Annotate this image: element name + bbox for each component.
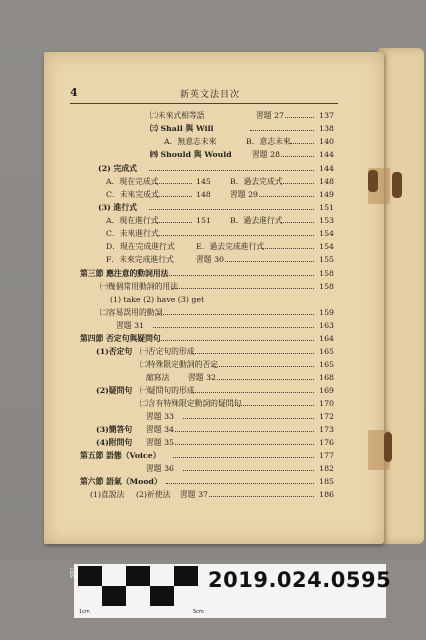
leader-dots (212, 366, 314, 367)
toc-label: (2) 完成式 (98, 164, 137, 173)
stain-mark (384, 432, 392, 462)
toc-label: ㈡未來式相等語 (150, 111, 205, 120)
toc-label: 縮寫法 (146, 373, 170, 382)
toc-page-number: 170 (319, 399, 334, 408)
toc-exercise: 習題 37 (180, 490, 208, 499)
toc-page-number: 158 (319, 282, 334, 291)
page-number: 4 (70, 86, 78, 99)
leader-dots (172, 288, 314, 289)
leader-dots (175, 444, 314, 445)
leader-dots (281, 183, 314, 184)
toc-page-number: 185 (319, 477, 334, 486)
toc-page-number: 169 (319, 386, 334, 395)
toc-page-number: 138 (319, 124, 334, 133)
toc-page-number: 137 (319, 111, 334, 120)
leader-dots (250, 130, 314, 131)
toc-label: (2)疑問句 (96, 386, 133, 395)
toc-page-number: 165 (319, 347, 334, 356)
scale-left-label: 1cm (79, 609, 90, 615)
toc-exercise: 習題 30 (196, 255, 224, 264)
toc-label: 第五節 語態（Voice） (80, 451, 161, 460)
toc-entry (0, 489, 334, 501)
toc-label: 第三節 應注意的動詞用法 (80, 269, 169, 278)
toc-label: C．未來進行式 (106, 229, 159, 238)
toc-label: ㈢ Shall 與 Will (150, 124, 214, 133)
toc-label: F．未來完成進行式 (106, 255, 174, 264)
stain-mark (368, 170, 378, 192)
leader-dots (281, 222, 314, 223)
leader-dots (225, 261, 314, 262)
leader-dots (158, 314, 314, 315)
toc-label: (1)直說法 (90, 490, 125, 499)
toc-label: A．現在完成式 (106, 177, 159, 186)
toc-entry (0, 450, 334, 462)
toc-sublabel: (2)祈使法 (136, 490, 171, 499)
leader-dots (233, 405, 314, 406)
leader-dots (155, 183, 192, 184)
toc-label: 習題 31 (116, 321, 144, 330)
leader-dots (261, 248, 314, 249)
toc-label: D．現在完成進行式 (106, 242, 175, 251)
toc-label: 第四節 否定句與疑問句 (80, 334, 161, 343)
scale-right-label: 5cm (193, 609, 204, 615)
toc-page-number: 140 (319, 137, 334, 146)
catalog-id: 2019.024.0595 (208, 568, 392, 592)
toc-label: A．現在進行式 (106, 216, 159, 225)
toc-label: (1) take (2) have (3) get (110, 295, 205, 304)
toc-page-number: 154 (319, 242, 334, 251)
toc-sublabel: ㈠疑問句的形成 (140, 386, 195, 395)
toc-mid-page: 148 (196, 190, 211, 199)
toc-exercise: 習題 29 (230, 190, 258, 199)
leader-dots (157, 235, 314, 236)
leader-dots (173, 457, 314, 458)
toc-entry (0, 110, 334, 122)
toc-entry (0, 202, 334, 214)
leader-dots (191, 392, 314, 393)
leader-dots (159, 340, 314, 341)
toc-entry (0, 372, 334, 384)
toc-entry (0, 189, 334, 201)
stain-mark (392, 172, 402, 198)
toc-mid-label: B．過去進行式 (230, 216, 283, 225)
toc-entry (0, 241, 334, 253)
leader-dots (191, 353, 314, 354)
toc-page-number: 159 (319, 308, 334, 317)
toc-label: (1)否定句 (96, 347, 133, 356)
toc-entry (0, 398, 334, 410)
toc-entry (0, 463, 334, 475)
toc-page-number: 186 (319, 490, 334, 499)
toc-mid-label: B．意志未來 (246, 137, 291, 146)
toc-entry (0, 320, 334, 332)
leader-dots (285, 117, 314, 118)
toc-entry (0, 333, 334, 345)
toc-entry (0, 476, 334, 488)
leader-dots (149, 170, 314, 171)
toc-entry (0, 385, 334, 397)
leader-dots (281, 156, 314, 157)
toc-entry (0, 136, 334, 148)
leader-dots (209, 496, 314, 497)
toc-page-number: 155 (319, 255, 334, 264)
page-header (70, 86, 338, 102)
toc-page-number: 165 (319, 360, 334, 369)
toc-entry (0, 437, 334, 449)
toc-mid-page: 145 (196, 177, 211, 186)
page-title: 新英文法目次 (180, 90, 241, 100)
toc-page-number: 144 (319, 150, 334, 159)
toc-label: 習題 33 (146, 412, 174, 421)
toc-page-number: 151 (319, 203, 334, 212)
leader-dots (183, 418, 314, 419)
leader-dots (155, 196, 192, 197)
leader-dots (217, 379, 314, 380)
toc-page-number: 153 (319, 216, 334, 225)
toc-page-number: 182 (319, 464, 334, 473)
toc-entry (0, 176, 334, 188)
leader-dots (153, 327, 314, 328)
toc-page-number: 176 (319, 438, 334, 447)
toc-entry (0, 346, 334, 358)
toc-entry (0, 294, 334, 306)
toc-entry (0, 424, 334, 436)
side-label: CIDS (69, 568, 74, 578)
toc-exercise: 習題 27 (256, 111, 284, 120)
leader-dots (183, 470, 314, 471)
toc-entry (0, 411, 334, 423)
leader-dots (259, 196, 314, 197)
toc-mid-page: 151 (196, 216, 211, 225)
toc-mid-label: E．過去完成進行式 (196, 242, 265, 251)
toc-entry (0, 228, 334, 240)
toc-page-number: 173 (319, 425, 334, 434)
toc-label: (4)附問句 (96, 438, 133, 447)
toc-page-number: 149 (319, 190, 334, 199)
toc-entry (0, 163, 334, 175)
leader-dots (175, 431, 314, 432)
toc-label: ㈡特殊限定動詞的否定 (140, 360, 218, 369)
toc-page-number: 144 (319, 164, 334, 173)
toc-page-number: 154 (319, 229, 334, 238)
scale-bar (78, 566, 202, 608)
toc-entry (0, 215, 334, 227)
header-rule (70, 103, 338, 104)
leader-dots (149, 209, 314, 210)
toc-label: 習題 36 (146, 464, 174, 473)
toc-page-number: 172 (319, 412, 334, 421)
toc-page-number: 177 (319, 451, 334, 460)
toc-label: (3)簡答句 (96, 425, 133, 434)
leader-dots (155, 222, 192, 223)
toc-label: 第六節 語氣（Mood） (80, 477, 162, 486)
toc-label: ㈡容易誤用的動詞 (100, 308, 163, 317)
toc-label: ㈡含有特殊限定動詞的疑問句 (140, 399, 242, 408)
toc-exercise: 習題 28 (252, 150, 280, 159)
toc-page-number: 164 (319, 334, 334, 343)
toc-entry (0, 268, 334, 280)
toc-label: ㈣ Should 與 Would (150, 150, 232, 159)
leader-dots (166, 275, 314, 276)
toc-sublabel: ㈠否定句的形成 (140, 347, 195, 356)
toc-label: A．無意志未來 (164, 137, 217, 146)
toc-entry (0, 359, 334, 371)
toc-entry (0, 281, 334, 293)
toc-label: C．未來完成式 (106, 190, 159, 199)
toc-entry (0, 123, 334, 135)
toc-entry (0, 307, 334, 319)
toc-entry (0, 254, 334, 266)
leader-dots (290, 143, 314, 144)
toc-page-number: 148 (319, 177, 334, 186)
toc-label: ㈠幾個常用動詞的用法 (100, 282, 178, 291)
toc-page-number: 168 (319, 373, 334, 382)
toc-page-number: 158 (319, 269, 334, 278)
toc-entry (0, 149, 334, 161)
toc-exercise: 習題 35 (146, 438, 174, 447)
toc-exercise: 習題 34 (146, 425, 174, 434)
toc-exercise: 習題 32 (188, 373, 216, 382)
toc-mid-label: B．過去完成式 (230, 177, 283, 186)
toc-label: (3) 進行式 (98, 203, 137, 212)
leader-dots (166, 483, 314, 484)
toc-page-number: 163 (319, 321, 334, 330)
